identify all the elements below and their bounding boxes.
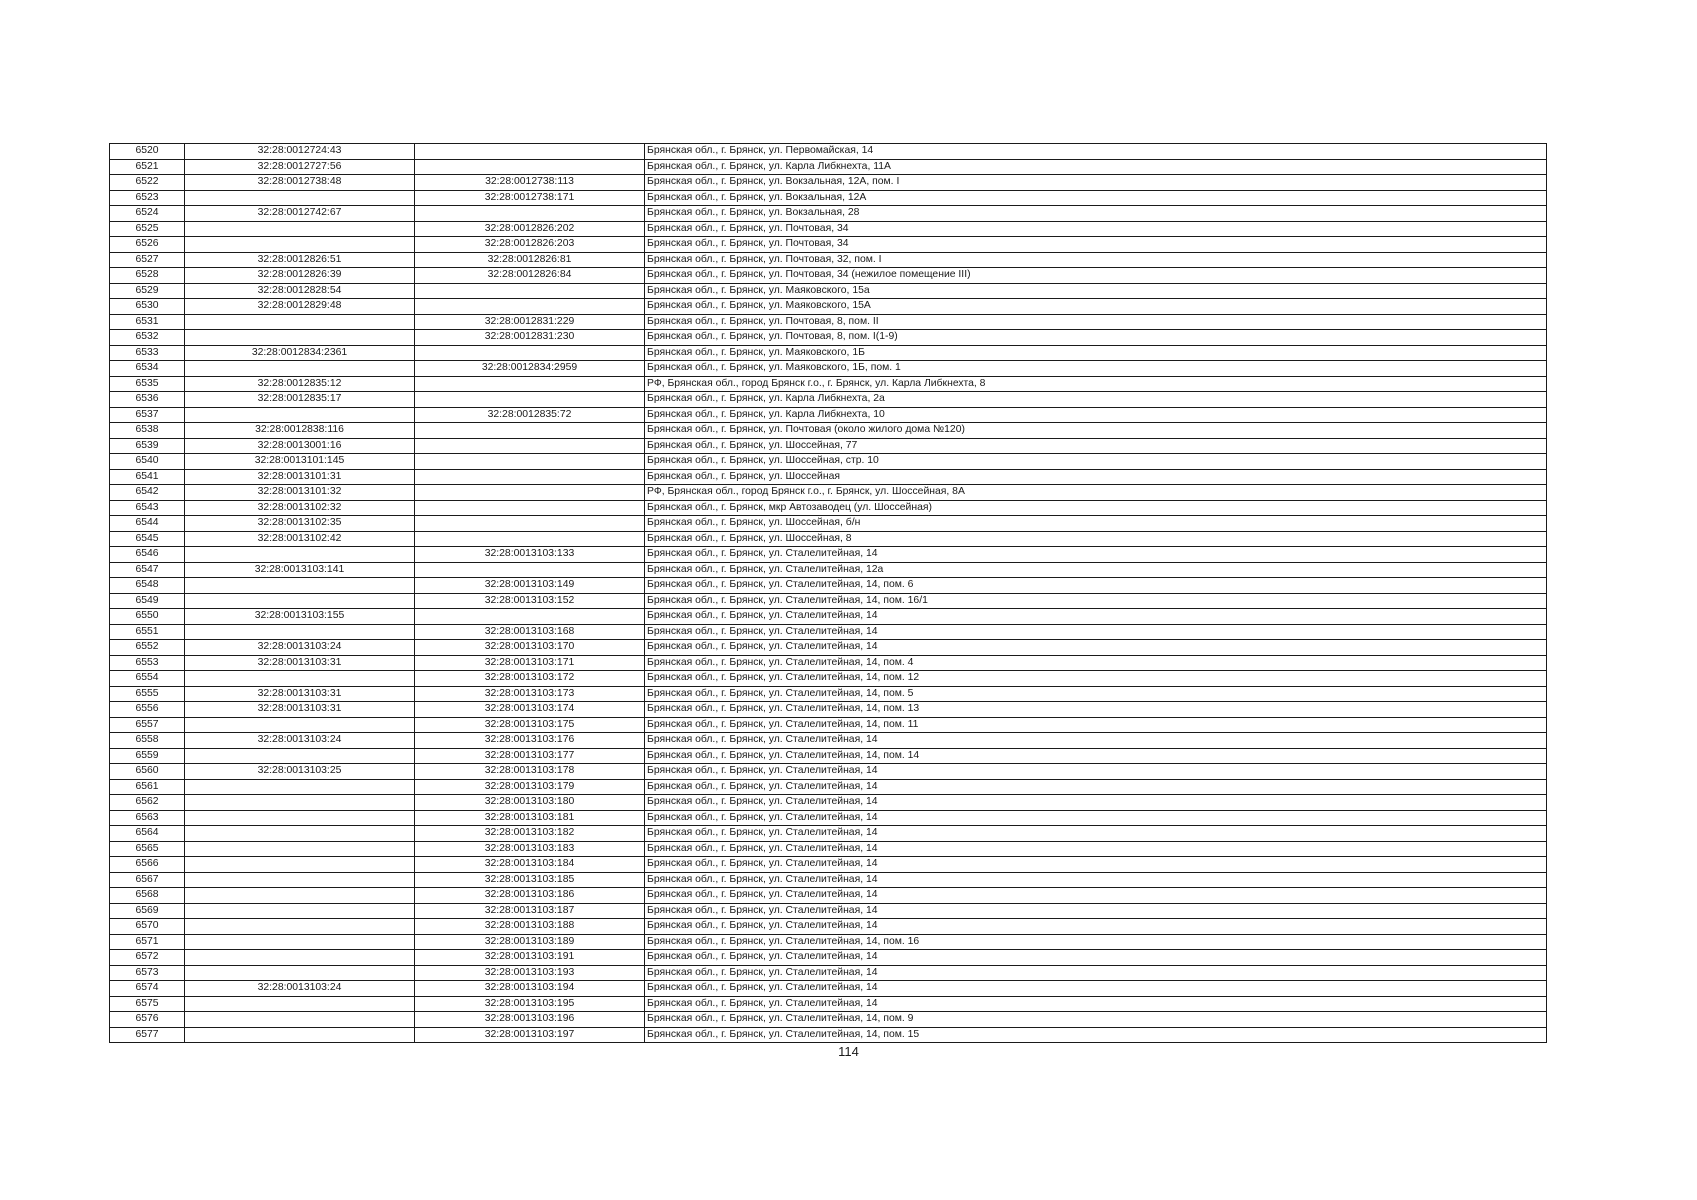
- premises-cadastral-number-cell: [415, 159, 645, 175]
- row-number-cell: 6536: [110, 392, 185, 408]
- premises-cadastral-number-cell: 32:28:0013103:180: [415, 795, 645, 811]
- address-cell: Брянская обл., г. Брянск, ул. Почтовая, 8, пом. I(1-9): [645, 330, 1547, 346]
- table-row: [110, 252, 1547, 268]
- cadastral-number-cell: [185, 221, 415, 237]
- address-cell: Брянская обл., г. Брянск, ул. Вокзальная, 28: [645, 206, 1547, 222]
- table-row: [110, 237, 1547, 253]
- table-row: [110, 593, 1547, 609]
- cadastral-number-cell: 32:28:0013101:32: [185, 485, 415, 501]
- row-number-cell: 6537: [110, 407, 185, 423]
- row-number-cell: 6550: [110, 609, 185, 625]
- premises-cadastral-number-cell: [415, 423, 645, 439]
- address-cell: Брянская обл., г. Брянск, ул. Сталелитейная, 14, пом. 13: [645, 702, 1547, 718]
- row-number-cell: 6523: [110, 190, 185, 206]
- premises-cadastral-number-cell: 32:28:0013103:179: [415, 779, 645, 795]
- premises-cadastral-number-cell: 32:28:0013103:191: [415, 950, 645, 966]
- premises-cadastral-number-cell: 32:28:0013103:194: [415, 981, 645, 997]
- address-cell: Брянская обл., г. Брянск, ул. Сталелитейная, 14: [645, 888, 1547, 904]
- premises-cadastral-number-cell: [415, 609, 645, 625]
- table-row: [110, 609, 1547, 625]
- address-cell: Брянская обл., г. Брянск, ул. Сталелитейная, 14: [645, 903, 1547, 919]
- row-number-cell: 6571: [110, 934, 185, 950]
- address-cell: Брянская обл., г. Брянск, ул. Сталелитейная, 14: [645, 733, 1547, 749]
- address-cell: Брянская обл., г. Брянск, ул. Почтовая, 8, пом. II: [645, 314, 1547, 330]
- cadastral-number-cell: 32:28:0013101:31: [185, 469, 415, 485]
- cadastral-number-cell: [185, 624, 415, 640]
- table-row: [110, 826, 1547, 842]
- table-row: [110, 764, 1547, 780]
- address-cell: Брянская обл., г. Брянск, ул. Сталелитейная, 14, пом. 6: [645, 578, 1547, 594]
- row-number-cell: 6562: [110, 795, 185, 811]
- row-number-cell: 6521: [110, 159, 185, 175]
- premises-cadastral-number-cell: [415, 283, 645, 299]
- row-number-cell: 6570: [110, 919, 185, 935]
- table-row: [110, 655, 1547, 671]
- row-number-cell: 6552: [110, 640, 185, 656]
- premises-cadastral-number-cell: 32:28:0013103:133: [415, 547, 645, 563]
- premises-cadastral-number-cell: 32:28:0013103:172: [415, 671, 645, 687]
- table-row: [110, 500, 1547, 516]
- row-number-cell: 6530: [110, 299, 185, 315]
- premises-cadastral-number-cell: [415, 438, 645, 454]
- cadastral-number-cell: 32:28:0012724:43: [185, 144, 415, 160]
- table-row: [110, 159, 1547, 175]
- premises-cadastral-number-cell: 32:28:0013103:181: [415, 810, 645, 826]
- row-number-cell: 6525: [110, 221, 185, 237]
- address-cell: Брянская обл., г. Брянск, ул. Сталелитейная, 14: [645, 764, 1547, 780]
- row-number-cell: 6526: [110, 237, 185, 253]
- premises-cadastral-number-cell: 32:28:0013103:188: [415, 919, 645, 935]
- cadastral-number-cell: [185, 795, 415, 811]
- address-cell: Брянская обл., г. Брянск, ул. Сталелитейная, 14, пом. 5: [645, 686, 1547, 702]
- cadastral-number-cell: 32:28:0012738:48: [185, 175, 415, 191]
- row-number-cell: 6544: [110, 516, 185, 532]
- cadastral-number-cell: 32:28:0012826:51: [185, 252, 415, 268]
- row-number-cell: 6532: [110, 330, 185, 346]
- cadastral-number-cell: 32:28:0012834:2361: [185, 345, 415, 361]
- cadastral-number-cell: [185, 593, 415, 609]
- table-row: [110, 1012, 1547, 1028]
- premises-cadastral-number-cell: 32:28:0013103:196: [415, 1012, 645, 1028]
- cadastral-number-cell: 32:28:0013103:31: [185, 702, 415, 718]
- premises-cadastral-number-cell: [415, 392, 645, 408]
- premises-cadastral-number-cell: 32:28:0013103:184: [415, 857, 645, 873]
- premises-cadastral-number-cell: [415, 562, 645, 578]
- table-row: [110, 748, 1547, 764]
- address-cell: Брянская обл., г. Брянск, ул. Вокзальная, 12А: [645, 190, 1547, 206]
- row-number-cell: 6556: [110, 702, 185, 718]
- cadastral-number-cell: 32:28:0013102:42: [185, 531, 415, 547]
- premises-cadastral-number-cell: 32:28:0012835:72: [415, 407, 645, 423]
- premises-cadastral-number-cell: 32:28:0013103:177: [415, 748, 645, 764]
- premises-cadastral-number-cell: [415, 345, 645, 361]
- address-cell: Брянская обл., г. Брянск, ул. Сталелитейная, 14, пом. 15: [645, 1027, 1547, 1043]
- premises-cadastral-number-cell: 32:28:0012831:230: [415, 330, 645, 346]
- cadastral-number-cell: 32:28:0013103:24: [185, 640, 415, 656]
- table-row: [110, 175, 1547, 191]
- cadastral-number-cell: 32:28:0013103:155: [185, 609, 415, 625]
- row-number-cell: 6554: [110, 671, 185, 687]
- address-cell: Брянская обл., г. Брянск, ул. Карла Либкнехта, 10: [645, 407, 1547, 423]
- address-cell: Брянская обл., г. Брянск, ул. Шоссейная, б/н: [645, 516, 1547, 532]
- address-cell: Брянская обл., г. Брянск, ул. Сталелитейная, 14: [645, 872, 1547, 888]
- row-number-cell: 6575: [110, 996, 185, 1012]
- address-cell: Брянская обл., г. Брянск, ул. Маяковского, 15А: [645, 299, 1547, 315]
- row-number-cell: 6569: [110, 903, 185, 919]
- cadastral-number-cell: [185, 671, 415, 687]
- premises-cadastral-number-cell: 32:28:0013103:174: [415, 702, 645, 718]
- table-row: [110, 531, 1547, 547]
- row-number-cell: 6547: [110, 562, 185, 578]
- premises-cadastral-number-cell: 32:28:0013103:168: [415, 624, 645, 640]
- cadastral-number-cell: [185, 361, 415, 377]
- premises-cadastral-number-cell: 32:28:0012826:81: [415, 252, 645, 268]
- premises-cadastral-number-cell: 32:28:0013103:183: [415, 841, 645, 857]
- cadastral-number-cell: [185, 407, 415, 423]
- premises-cadastral-number-cell: [415, 469, 645, 485]
- cadastral-number-cell: 32:28:0013102:32: [185, 500, 415, 516]
- premises-cadastral-number-cell: 32:28:0013103:189: [415, 934, 645, 950]
- address-cell: Брянская обл., г. Брянск, ул. Шоссейная: [645, 469, 1547, 485]
- address-cell: Брянская обл., г. Брянск, ул. Сталелитейная, 14, пом. 16: [645, 934, 1547, 950]
- register-table: [109, 143, 1547, 1043]
- address-cell: Брянская обл., г. Брянск, ул. Маяковского, 15а: [645, 283, 1547, 299]
- table-row: [110, 640, 1547, 656]
- cadastral-number-cell: 32:28:0013103:25: [185, 764, 415, 780]
- row-number-cell: 6543: [110, 500, 185, 516]
- row-number-cell: 6527: [110, 252, 185, 268]
- address-cell: Брянская обл., г. Брянск, ул. Сталелитейная, 14: [645, 547, 1547, 563]
- row-number-cell: 6524: [110, 206, 185, 222]
- cadastral-number-cell: [185, 888, 415, 904]
- row-number-cell: 6555: [110, 686, 185, 702]
- table-row: [110, 562, 1547, 578]
- cadastral-number-cell: [185, 330, 415, 346]
- address-cell: Брянская обл., г. Брянск, ул. Сталелитейная, 14, пом. 16/1: [645, 593, 1547, 609]
- table-row: [110, 547, 1547, 563]
- premises-cadastral-number-cell: 32:28:0012834:2959: [415, 361, 645, 377]
- premises-cadastral-number-cell: 32:28:0012831:229: [415, 314, 645, 330]
- table-row: [110, 996, 1547, 1012]
- table-row: [110, 624, 1547, 640]
- table-row: [110, 779, 1547, 795]
- cadastral-number-cell: 32:28:0013103:24: [185, 733, 415, 749]
- cadastral-number-cell: 32:28:0013103:141: [185, 562, 415, 578]
- premises-cadastral-number-cell: 32:28:0013103:195: [415, 996, 645, 1012]
- cadastral-number-cell: [185, 578, 415, 594]
- premises-cadastral-number-cell: 32:28:0012738:113: [415, 175, 645, 191]
- cadastral-number-cell: [185, 547, 415, 563]
- address-cell: Брянская обл., г. Брянск, ул. Маяковского, 1Б, пом. 1: [645, 361, 1547, 377]
- address-cell: Брянская обл., г. Брянск, ул. Почтовая (около жилого дома №120): [645, 423, 1547, 439]
- premises-cadastral-number-cell: [415, 531, 645, 547]
- premises-cadastral-number-cell: 32:28:0012738:171: [415, 190, 645, 206]
- row-number-cell: 6529: [110, 283, 185, 299]
- premises-cadastral-number-cell: [415, 485, 645, 501]
- address-cell: Брянская обл., г. Брянск, ул. Маяковского, 1Б: [645, 345, 1547, 361]
- table-row: [110, 872, 1547, 888]
- row-number-cell: 6565: [110, 841, 185, 857]
- address-cell: Брянская обл., г. Брянск, ул. Карла Либкнехта, 11А: [645, 159, 1547, 175]
- cadastral-number-cell: 32:28:0012727:56: [185, 159, 415, 175]
- address-cell: РФ, Брянская обл., город Брянск г.о., г. Брянск, ул. Шоссейная, 8А: [645, 485, 1547, 501]
- row-number-cell: 6534: [110, 361, 185, 377]
- address-cell: Брянская обл., г. Брянск, ул. Сталелитейная, 14, пом. 11: [645, 717, 1547, 733]
- premises-cadastral-number-cell: 32:28:0013103:193: [415, 965, 645, 981]
- premises-cadastral-number-cell: 32:28:0013103:187: [415, 903, 645, 919]
- row-number-cell: 6559: [110, 748, 185, 764]
- table-row: [110, 376, 1547, 392]
- address-cell: Брянская обл., г. Брянск, ул. Сталелитейная, 14: [645, 795, 1547, 811]
- address-cell: Брянская обл., г. Брянск, ул. Почтовая, 34: [645, 221, 1547, 237]
- table-row: [110, 717, 1547, 733]
- premises-cadastral-number-cell: [415, 206, 645, 222]
- premises-cadastral-number-cell: 32:28:0013103:182: [415, 826, 645, 842]
- cadastral-number-cell: [185, 965, 415, 981]
- row-number-cell: 6553: [110, 655, 185, 671]
- table-row: [110, 190, 1547, 206]
- row-number-cell: 6533: [110, 345, 185, 361]
- table-row: [110, 221, 1547, 237]
- address-cell: Брянская обл., г. Брянск, мкр Автозаводец (ул. Шоссейная): [645, 500, 1547, 516]
- table-row: [110, 1027, 1547, 1043]
- table-row: [110, 950, 1547, 966]
- table-row: [110, 268, 1547, 284]
- table-row: [110, 934, 1547, 950]
- table-row: [110, 392, 1547, 408]
- table-row: [110, 981, 1547, 997]
- table-row: [110, 299, 1547, 315]
- cadastral-number-cell: [185, 748, 415, 764]
- row-number-cell: 6563: [110, 810, 185, 826]
- cadastral-number-cell: [185, 190, 415, 206]
- table-row: [110, 702, 1547, 718]
- row-number-cell: 6560: [110, 764, 185, 780]
- address-cell: Брянская обл., г. Брянск, ул. Сталелитейная, 14: [645, 841, 1547, 857]
- table-row: [110, 810, 1547, 826]
- row-number-cell: 6522: [110, 175, 185, 191]
- row-number-cell: 6566: [110, 857, 185, 873]
- row-number-cell: 6542: [110, 485, 185, 501]
- address-cell: Брянская обл., г. Брянск, ул. Сталелитейная, 14: [645, 950, 1547, 966]
- premises-cadastral-number-cell: [415, 144, 645, 160]
- address-cell: Брянская обл., г. Брянск, ул. Сталелитейная, 14: [645, 624, 1547, 640]
- cadastral-number-cell: [185, 934, 415, 950]
- address-cell: Брянская обл., г. Брянск, ул. Сталелитейная, 14: [645, 826, 1547, 842]
- row-number-cell: 6545: [110, 531, 185, 547]
- cadastral-number-cell: [185, 717, 415, 733]
- address-cell: Брянская обл., г. Брянск, ул. Шоссейная, 77: [645, 438, 1547, 454]
- address-cell: Брянская обл., г. Брянск, ул. Сталелитейная, 12а: [645, 562, 1547, 578]
- table-row: [110, 345, 1547, 361]
- table-row: [110, 144, 1547, 160]
- row-number-cell: 6561: [110, 779, 185, 795]
- cadastral-number-cell: [185, 919, 415, 935]
- table-row: [110, 407, 1547, 423]
- premises-cadastral-number-cell: 32:28:0013103:185: [415, 872, 645, 888]
- row-number-cell: 6568: [110, 888, 185, 904]
- premises-cadastral-number-cell: [415, 454, 645, 470]
- premises-cadastral-number-cell: 32:28:0013103:186: [415, 888, 645, 904]
- table-row: [110, 485, 1547, 501]
- row-number-cell: 6540: [110, 454, 185, 470]
- cadastral-number-cell: [185, 314, 415, 330]
- table-row: [110, 330, 1547, 346]
- cadastral-number-cell: [185, 1027, 415, 1043]
- cadastral-number-cell: 32:28:0013103:31: [185, 655, 415, 671]
- table-row: [110, 733, 1547, 749]
- address-cell: Брянская обл., г. Брянск, ул. Карла Либкнехта, 2а: [645, 392, 1547, 408]
- address-cell: Брянская обл., г. Брянск, ул. Первомайская, 14: [645, 144, 1547, 160]
- address-cell: Брянская обл., г. Брянск, ул. Почтовая, 34: [645, 237, 1547, 253]
- table-row: [110, 888, 1547, 904]
- row-number-cell: 6557: [110, 717, 185, 733]
- row-number-cell: 6573: [110, 965, 185, 981]
- address-cell: Брянская обл., г. Брянск, ул. Сталелитейная, 14, пом. 12: [645, 671, 1547, 687]
- row-number-cell: 6551: [110, 624, 185, 640]
- register-table-body: [110, 144, 1547, 1043]
- address-cell: Брянская обл., г. Брянск, ул. Сталелитейная, 14, пом. 4: [645, 655, 1547, 671]
- table-row: [110, 965, 1547, 981]
- row-number-cell: 6577: [110, 1027, 185, 1043]
- premises-cadastral-number-cell: [415, 516, 645, 532]
- address-cell: Брянская обл., г. Брянск, ул. Сталелитейная, 14: [645, 640, 1547, 656]
- premises-cadastral-number-cell: 32:28:0012826:203: [415, 237, 645, 253]
- table-row: [110, 795, 1547, 811]
- premises-cadastral-number-cell: 32:28:0012826:84: [415, 268, 645, 284]
- cadastral-number-cell: 32:28:0012828:54: [185, 283, 415, 299]
- cadastral-number-cell: [185, 779, 415, 795]
- premises-cadastral-number-cell: 32:28:0013103:178: [415, 764, 645, 780]
- cadastral-number-cell: 32:28:0012835:12: [185, 376, 415, 392]
- premises-cadastral-number-cell: 32:28:0013103:176: [415, 733, 645, 749]
- table-row: [110, 283, 1547, 299]
- address-cell: Брянская обл., г. Брянск, ул. Сталелитейная, 14, пом. 14: [645, 748, 1547, 764]
- address-cell: Брянская обл., г. Брянск, ул. Сталелитейная, 14: [645, 981, 1547, 997]
- cadastral-number-cell: 32:28:0012835:17: [185, 392, 415, 408]
- table-row: [110, 686, 1547, 702]
- cadastral-number-cell: [185, 996, 415, 1012]
- cadastral-number-cell: [185, 857, 415, 873]
- cadastral-number-cell: 32:28:0012742:67: [185, 206, 415, 222]
- row-number-cell: 6567: [110, 872, 185, 888]
- premises-cadastral-number-cell: [415, 376, 645, 392]
- row-number-cell: 6548: [110, 578, 185, 594]
- row-number-cell: 6520: [110, 144, 185, 160]
- row-number-cell: 6574: [110, 981, 185, 997]
- address-cell: Брянская обл., г. Брянск, ул. Почтовая, 34 (нежилое помещение III): [645, 268, 1547, 284]
- address-cell: Брянская обл., г. Брянск, ул. Сталелитейная, 14: [645, 965, 1547, 981]
- cadastral-number-cell: [185, 950, 415, 966]
- premises-cadastral-number-cell: 32:28:0013103:171: [415, 655, 645, 671]
- row-number-cell: 6528: [110, 268, 185, 284]
- premises-cadastral-number-cell: 32:28:0013103:173: [415, 686, 645, 702]
- premises-cadastral-number-cell: [415, 500, 645, 516]
- row-number-cell: 6564: [110, 826, 185, 842]
- table-row: [110, 206, 1547, 222]
- table-row: [110, 841, 1547, 857]
- table-row: [110, 919, 1547, 935]
- table-row: [110, 903, 1547, 919]
- row-number-cell: 6576: [110, 1012, 185, 1028]
- address-cell: Брянская обл., г. Брянск, ул. Шоссейная, стр. 10: [645, 454, 1547, 470]
- cadastral-number-cell: 32:28:0013102:35: [185, 516, 415, 532]
- table-row: [110, 454, 1547, 470]
- cadastral-number-cell: 32:28:0012826:39: [185, 268, 415, 284]
- table-row: [110, 671, 1547, 687]
- page-number: 114: [838, 1044, 859, 1059]
- cadastral-number-cell: [185, 810, 415, 826]
- row-number-cell: 6535: [110, 376, 185, 392]
- address-cell: Брянская обл., г. Брянск, ул. Сталелитейная, 14: [645, 609, 1547, 625]
- row-number-cell: 6541: [110, 469, 185, 485]
- table-row: [110, 314, 1547, 330]
- address-cell: Брянская обл., г. Брянск, ул. Сталелитейная, 14: [645, 996, 1547, 1012]
- cadastral-number-cell: 32:28:0012829:48: [185, 299, 415, 315]
- cadastral-number-cell: [185, 1012, 415, 1028]
- cadastral-number-cell: 32:28:0013103:24: [185, 981, 415, 997]
- cadastral-number-cell: [185, 872, 415, 888]
- table-row: [110, 438, 1547, 454]
- premises-cadastral-number-cell: 32:28:0012826:202: [415, 221, 645, 237]
- premises-cadastral-number-cell: 32:28:0013103:152: [415, 593, 645, 609]
- row-number-cell: 6572: [110, 950, 185, 966]
- cadastral-number-cell: 32:28:0012838:116: [185, 423, 415, 439]
- premises-cadastral-number-cell: 32:28:0013103:170: [415, 640, 645, 656]
- cadastral-number-cell: [185, 826, 415, 842]
- premises-cadastral-number-cell: [415, 299, 645, 315]
- address-cell: Брянская обл., г. Брянск, ул. Сталелитейная, 14, пом. 9: [645, 1012, 1547, 1028]
- address-cell: Брянская обл., г. Брянск, ул. Сталелитейная, 14: [645, 857, 1547, 873]
- table-row: [110, 469, 1547, 485]
- premises-cadastral-number-cell: 32:28:0013103:149: [415, 578, 645, 594]
- cadastral-number-cell: [185, 237, 415, 253]
- cadastral-number-cell: 32:28:0013101:145: [185, 454, 415, 470]
- row-number-cell: 6549: [110, 593, 185, 609]
- table-row: [110, 423, 1547, 439]
- premises-cadastral-number-cell: 32:28:0013103:175: [415, 717, 645, 733]
- row-number-cell: 6538: [110, 423, 185, 439]
- address-cell: Брянская обл., г. Брянск, ул. Шоссейная, 8: [645, 531, 1547, 547]
- row-number-cell: 6531: [110, 314, 185, 330]
- cadastral-number-cell: [185, 903, 415, 919]
- premises-cadastral-number-cell: 32:28:0013103:197: [415, 1027, 645, 1043]
- row-number-cell: 6546: [110, 547, 185, 563]
- cadastral-number-cell: 32:28:0013001:16: [185, 438, 415, 454]
- cadastral-number-cell: [185, 841, 415, 857]
- row-number-cell: 6558: [110, 733, 185, 749]
- table-row: [110, 857, 1547, 873]
- address-cell: Брянская обл., г. Брянск, ул. Почтовая, 32, пом. I: [645, 252, 1547, 268]
- cadastral-number-cell: 32:28:0013103:31: [185, 686, 415, 702]
- row-number-cell: 6539: [110, 438, 185, 454]
- table-row: [110, 361, 1547, 377]
- address-cell: Брянская обл., г. Брянск, ул. Вокзальная, 12А, пом. I: [645, 175, 1547, 191]
- address-cell: Брянская обл., г. Брянск, ул. Сталелитейная, 14: [645, 779, 1547, 795]
- table-row: [110, 516, 1547, 532]
- address-cell: Брянская обл., г. Брянск, ул. Сталелитейная, 14: [645, 810, 1547, 826]
- address-cell: Брянская обл., г. Брянск, ул. Сталелитейная, 14: [645, 919, 1547, 935]
- address-cell: РФ, Брянская обл., город Брянск г.о., г. Брянск, ул. Карла Либкнехта, 8: [645, 376, 1547, 392]
- table-row: [110, 578, 1547, 594]
